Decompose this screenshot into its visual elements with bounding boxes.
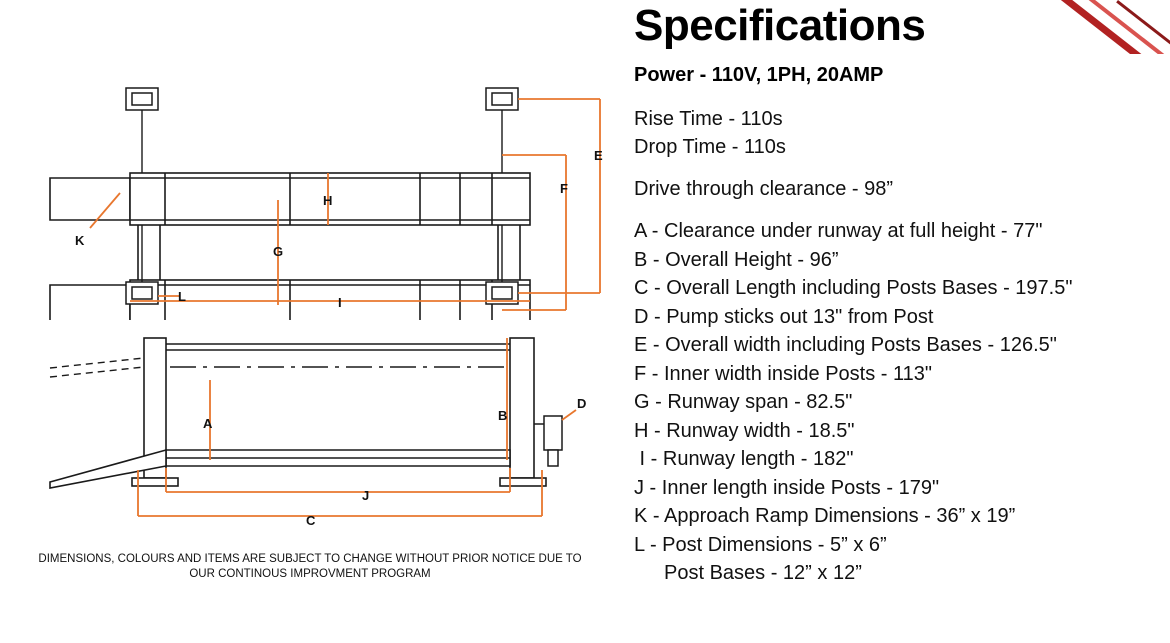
four-post-lift-top-view-diagram xyxy=(20,60,620,320)
spec-item-b: B - Overall Height - 96” xyxy=(634,248,839,271)
spec-item-a: A - Clearance under runway at full height - 77" xyxy=(634,220,1043,242)
label-F: F xyxy=(560,181,568,196)
approach-ramp-upper xyxy=(50,178,130,220)
spec-item-post-bases: Post Bases - 12” x 12” xyxy=(664,562,862,584)
spec-item-d: D - Pump sticks out 13" from Post xyxy=(634,305,934,328)
label-L: L xyxy=(178,289,186,304)
label-D: D xyxy=(577,396,587,411)
page-title: Specifications xyxy=(634,1,926,50)
post-base-right xyxy=(500,478,546,486)
spec-item-g: G - Runway span - 82.5" xyxy=(634,391,853,413)
spec-item-l: L - Post Dimensions - 5” x 6” xyxy=(634,533,887,556)
label-H: H xyxy=(323,193,333,208)
pump-motor xyxy=(548,450,558,466)
spec-item-j: J - Inner length inside Posts - 179" xyxy=(634,476,940,499)
disclaimer-text: DIMENSIONS, COLOURS AND ITEMS ARE SUBJECT TO CHANGE WITHOUT PRIOR NOTICE DUE TO OUR CONTINOUS IMPROVMENT PROGRAM xyxy=(38,553,582,580)
label-E: E xyxy=(594,148,603,163)
rise-time-spec: Rise Time - 110s xyxy=(634,108,783,130)
spec-item-i: I - Runway length - 182" xyxy=(634,448,854,470)
label-K: K xyxy=(75,233,85,248)
spec-item-k: K - Approach Ramp Dimensions - 36” x 19” xyxy=(634,505,1016,527)
spacer xyxy=(634,87,1170,105)
spacer xyxy=(634,161,1170,175)
label-J: J xyxy=(362,488,370,503)
power-unit-pump xyxy=(544,416,562,450)
spec-item-h: H - Runway width - 18.5" xyxy=(634,419,855,442)
spec-item-f: F - Inner width inside Posts - 113" xyxy=(634,362,932,385)
label-C: C xyxy=(306,513,316,528)
label-A: A xyxy=(203,416,213,431)
post-right xyxy=(510,338,534,478)
specifications-panel xyxy=(634,0,1170,643)
dimension-list xyxy=(634,217,1170,588)
label-B: B xyxy=(498,408,508,423)
runway-lower xyxy=(130,280,530,320)
spec-item-c: C - Overall Length including Posts Bases - 197.5" xyxy=(634,277,1073,299)
four-post-lift-side-view-diagram xyxy=(20,320,620,545)
approach-ramp-lower xyxy=(50,285,130,320)
spacer xyxy=(634,203,1170,217)
drive-through-clearance-spec: Drive through clearance - 98” xyxy=(634,178,894,200)
label-I: I xyxy=(338,295,342,310)
drop-time-spec: Drop Time - 110s xyxy=(634,136,786,158)
power-spec: Power - 110V, 1PH, 20AMP xyxy=(634,64,884,86)
spec-item-e: E - Overall width including Posts Bases - 126.5" xyxy=(634,334,1057,356)
label-G: G xyxy=(273,244,284,259)
